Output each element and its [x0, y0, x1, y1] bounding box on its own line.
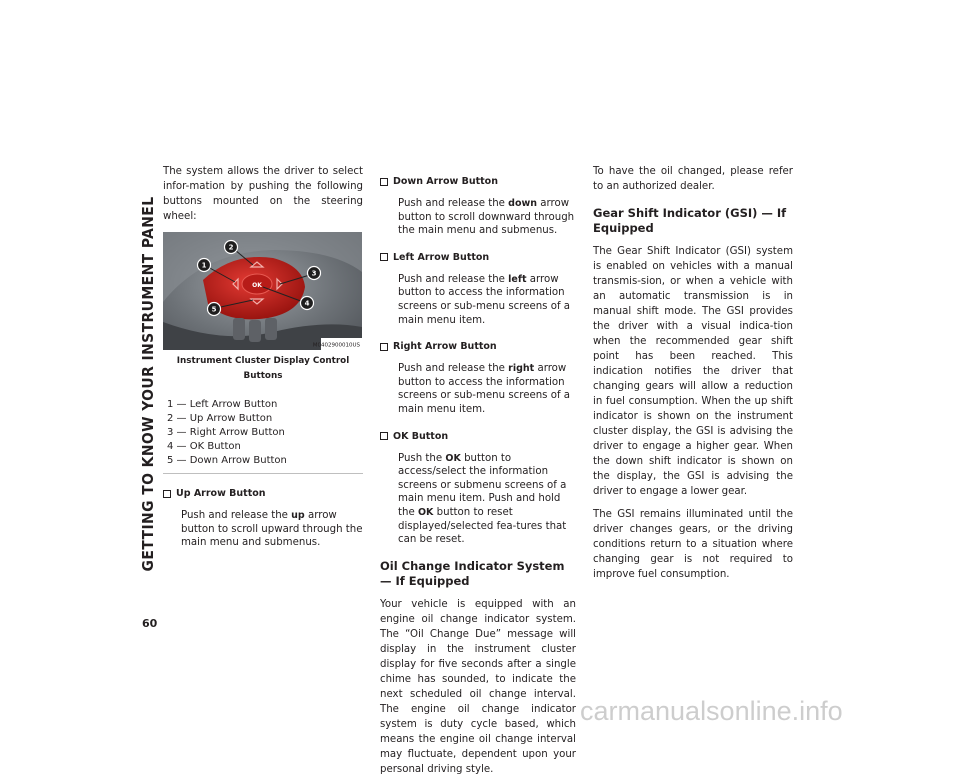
checkbox-bullet-icon: [163, 490, 171, 498]
up-arrow-section: [163, 486, 363, 550]
ok-button-label: OK: [252, 282, 262, 289]
right-arrow-section: [380, 339, 576, 416]
checkbox-bullet-icon: [380, 432, 388, 440]
steering-wheel-figure: [163, 232, 362, 350]
checkbox-bullet-icon: [380, 178, 388, 186]
checkbox-bullet-icon: [380, 343, 388, 351]
legend-item: 4 — OK Button: [167, 441, 241, 452]
column-3: [593, 164, 793, 590]
section-title: GETTING TO KNOW YOUR INSTRUMENT PANEL: [139, 196, 157, 572]
callout-4: 4: [304, 299, 310, 308]
item-title: Up Arrow Button: [176, 488, 266, 499]
watermark: carmanualsonline.info: [580, 696, 843, 726]
callout-1: 1: [201, 261, 207, 270]
gsi-heading: Gear Shift Indicator (GSI) — If Equipped: [593, 206, 787, 235]
item-body: Push and release the right arrow button to access the information screens or sub-menu screens of a main menu item.: [398, 363, 571, 415]
item-body: Push the OK button to access/select the information screens or submenu screens of a main menu item. Push and hold the OK button to reset displayed/selected fea-tures that can be reset.: [398, 452, 567, 546]
gsi-paragraph-2: The GSI remains illuminated until the driver changes gears, or the driving conditions return to a situation where changing gear is not required to improve fuel consumption.: [593, 509, 793, 580]
item-body: Push and release the up arrow button to scroll upward through the main menu and submenus.: [181, 510, 363, 549]
item-title: OK Button: [393, 430, 449, 442]
steering-wheel-illustration: [163, 232, 362, 350]
checkbox-bullet-icon: [380, 253, 388, 261]
callout-3: 3: [311, 269, 317, 278]
legend-item: 3 — Right Arrow Button: [167, 427, 285, 438]
section-side-tab: [139, 168, 157, 600]
item-title: Down Arrow Button: [393, 176, 498, 187]
oil-dealer-paragraph: To have the oil changed, please refer to an authorized dealer.: [593, 166, 793, 192]
callout-5: 5: [211, 305, 217, 314]
legend-item: 2 — Up Arrow Button: [167, 413, 273, 424]
gsi-paragraph-1: The Gear Shift Indicator (GSI) system is enabled on vehicles with a manual transmis-sion, or when a vehicle with an automatic transmission is in manual shift mode. The GSI provides the driver with a visual indica-tion when the recommended gear shift point has been reached. This indication notifies the driver that changing gears will allow a reduction in fuel consumption. When the up shift indicator is shown on the instrument cluster display, the GSI is advising the driver to engage a higher gear. When the down shift indicator is shown on the display, the GSI is advising the driver to engage a lower gear.: [593, 246, 793, 497]
ok-button-section: [380, 429, 576, 547]
intro-paragraph: The system allows the driver to select infor-mation by pushing the following buttons mounted on the steering wheel:: [163, 166, 363, 222]
page-number: 60: [142, 617, 158, 630]
figure-caption: Instrument Cluster Display Control Buttons: [176, 356, 350, 381]
item-body: Push and release the down arrow button to scroll downward through the main menu and submenus.: [398, 198, 575, 237]
callout-2: 2: [228, 243, 234, 252]
column-2: [380, 164, 576, 775]
column-1: [163, 164, 363, 550]
item-title: Left Arrow Button: [393, 251, 490, 263]
oil-change-heading: Oil Change Indicator System — If Equipped: [380, 558, 565, 588]
oil-change-paragraph: Your vehicle is equipped with an engine oil change indicator system. The “Oil Change Due” message will display in the instrument cluster display for five seconds after a single chime has sounded, to indicate the next scheduled oil change interval. The engine oil change indicator system is duty cycle based, which means the engine oil change interval may fluctuate, dependent upon your personal driving style.: [380, 598, 576, 775]
legend-item: 1 — Left Arrow Button: [167, 399, 278, 410]
down-arrow-section: [380, 174, 576, 238]
figure-code: M0402900010US: [312, 342, 360, 349]
figure-legend: [163, 398, 363, 474]
legend-item: 5 — Down Arrow Button: [167, 455, 287, 466]
left-arrow-section: [380, 250, 576, 327]
item-title: Right Arrow Button: [393, 341, 497, 353]
item-body: Push and release the left arrow button to access the information screens or sub-menu screens of a main menu item.: [398, 273, 571, 326]
